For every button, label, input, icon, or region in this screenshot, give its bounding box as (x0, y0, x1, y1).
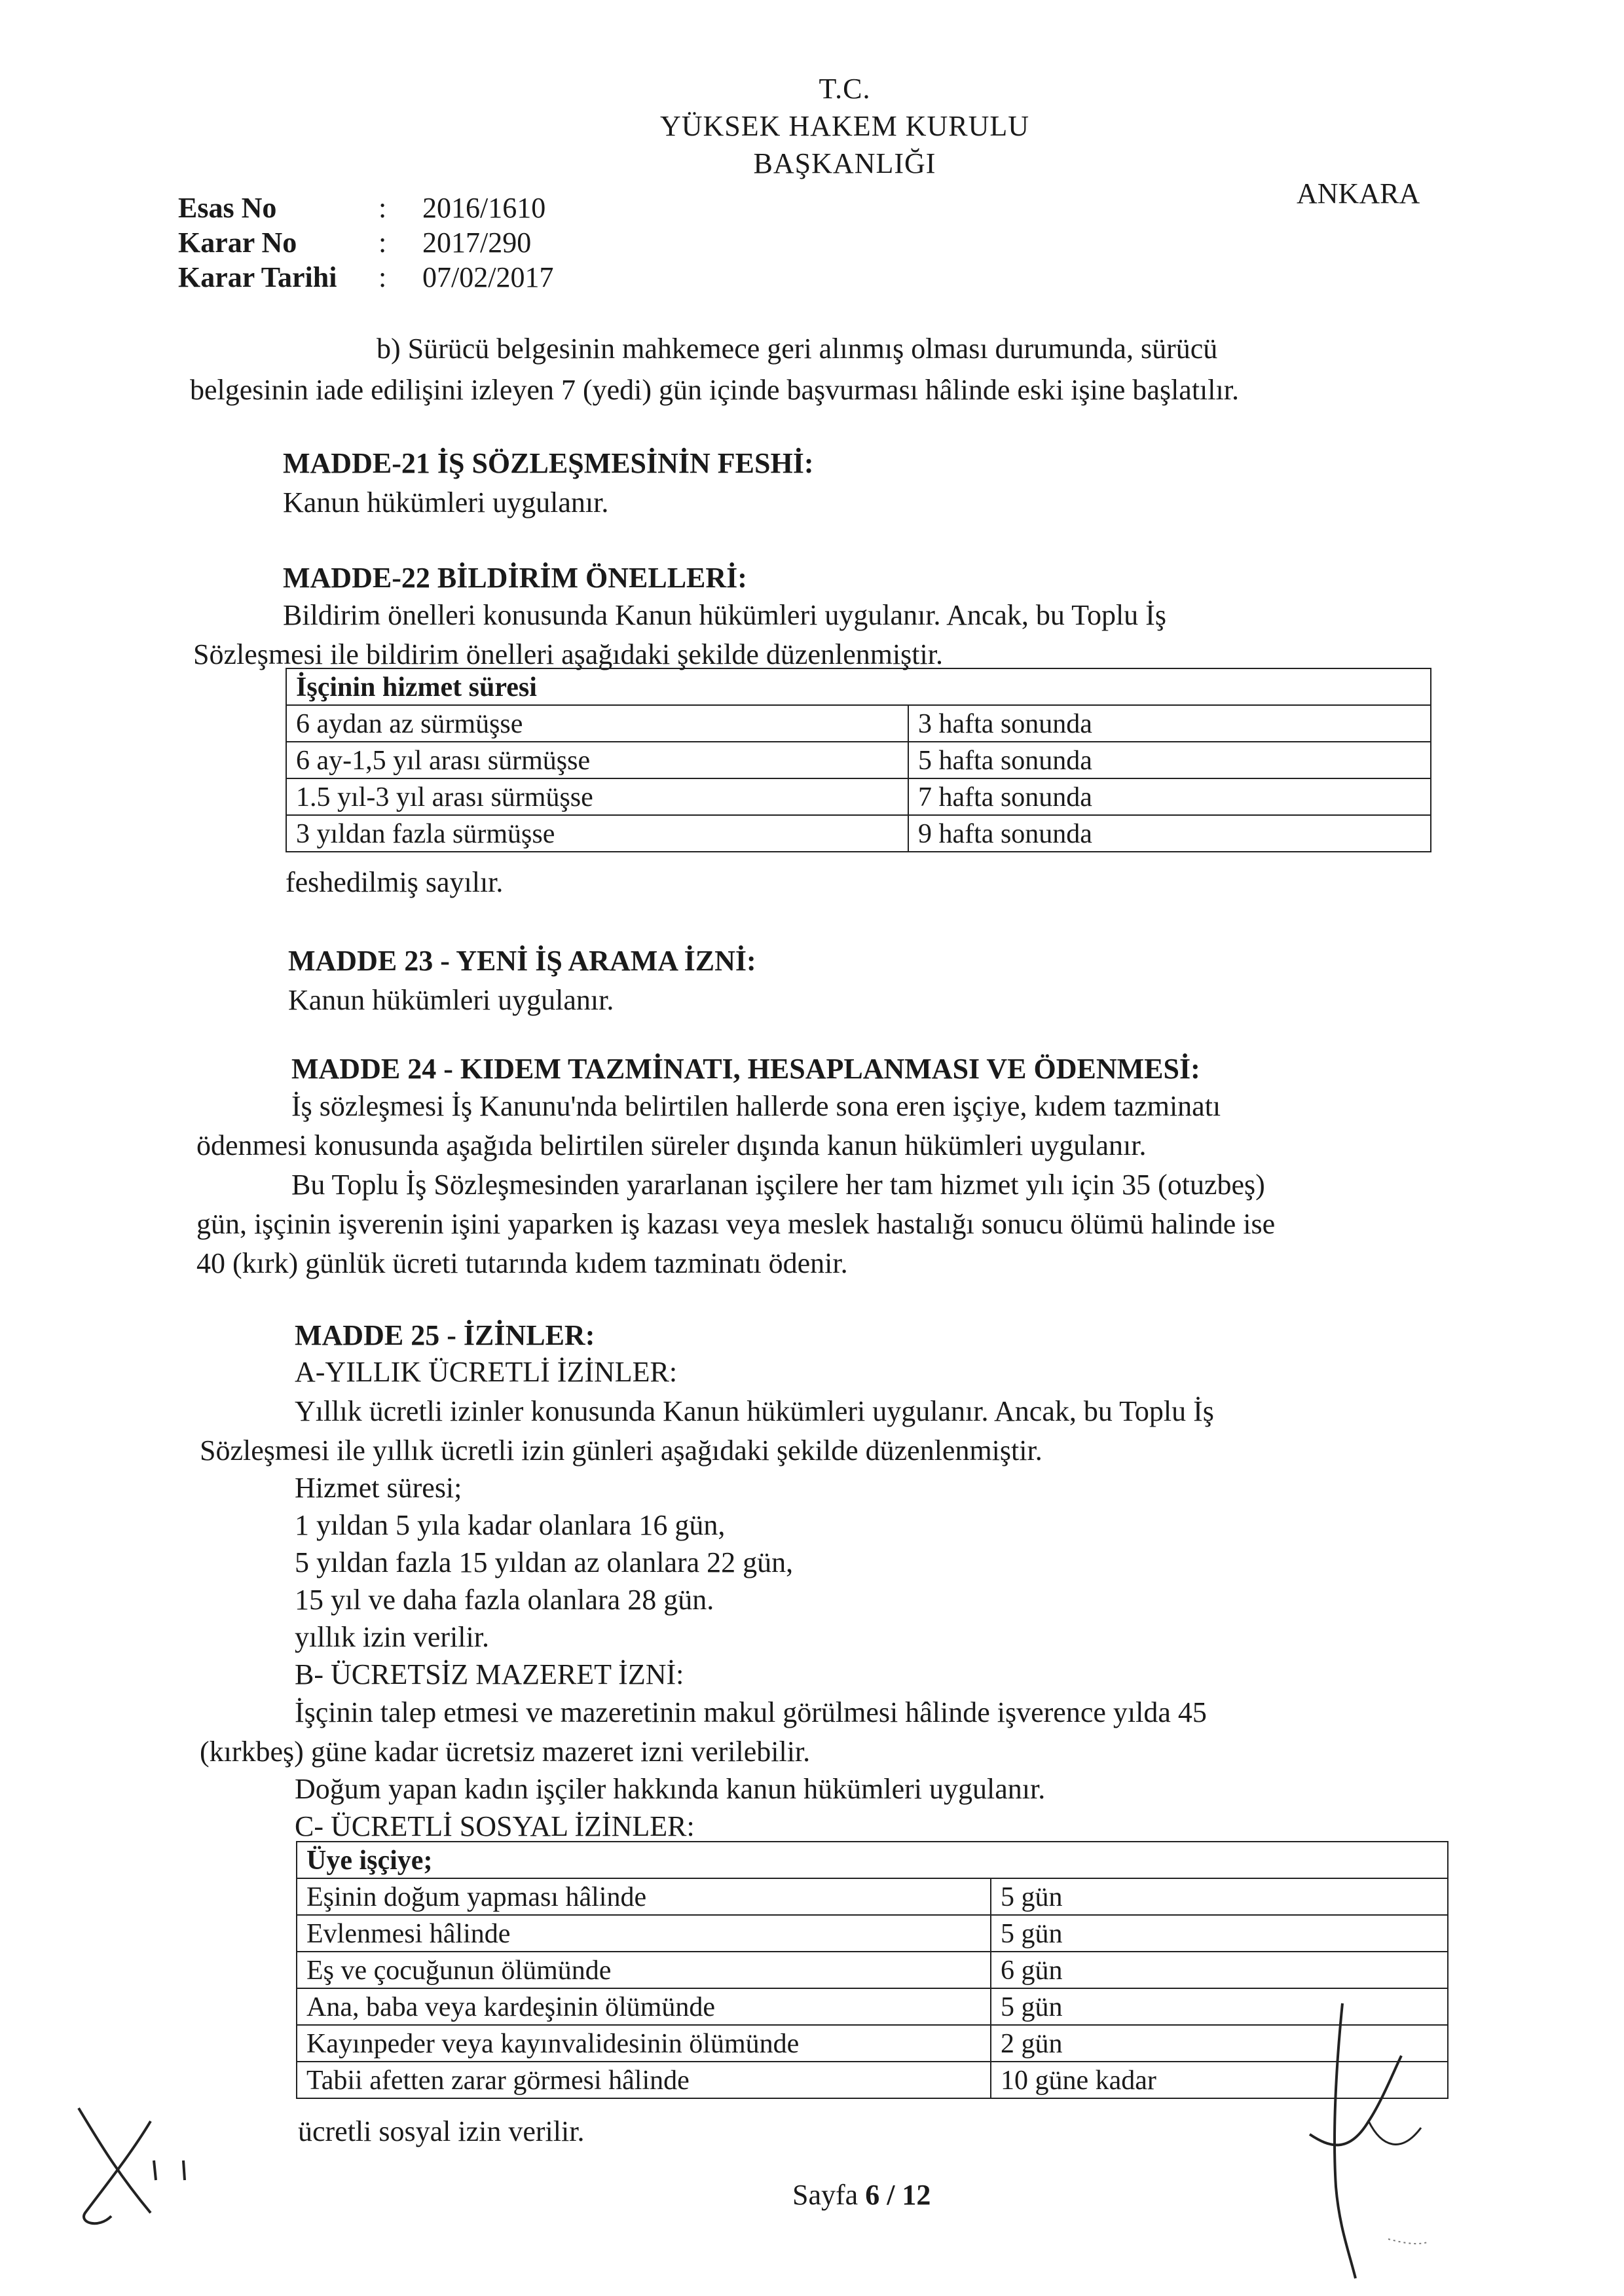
table-row (286, 742, 1431, 778)
section-a-item: 15 yıl ve daha fazla olanlara 28 gün. (295, 1584, 714, 1616)
table-header-cell: İşçinin hizmet süresi (286, 668, 1431, 705)
section-b-line-2: (kırkbeş) güne kadar ücretsiz mazeret izni verilebilir. (200, 1736, 811, 1768)
meta-date-sep: : (378, 261, 387, 293)
madde-25-heading: MADDE 25 - İZİNLER: (295, 1319, 595, 1351)
event-cell: Eşinin doğum yapması hâlinde (297, 1878, 991, 1915)
madde-23-heading: MADDE 23 - YENİ İŞ ARAMA İZNİ: (288, 945, 756, 977)
meta-esas-label: Esas No (178, 192, 277, 224)
period-cell: 6 aydan az sürmüşse (286, 705, 908, 742)
madde-22-heading: MADDE-22 BİLDİRİM ÖNELLERİ: (283, 562, 747, 594)
table-header-cell: Üye işçiye; (297, 1842, 1448, 1878)
madde-22-line-2: Sözleşmesi ile bildirim önelleri aşağıdaki şekilde düzenlenmiştir. (193, 638, 943, 670)
meta-karar-value: 2017/290 (422, 227, 532, 259)
days-cell: 5 gün (991, 1878, 1448, 1915)
period-cell: 1.5 yıl-3 yıl arası sürmüşse (286, 778, 908, 815)
table-row (297, 1878, 1448, 1915)
notice-cell: 7 hafta sonunda (908, 778, 1431, 815)
section-b-line-1: İşçinin talep etmesi ve mazeretinin makul görülmesi hâlinde işverence yılda 45 (295, 1696, 1207, 1728)
intro-line-1: b) Sürücü belgesinin mahkemece geri alınmış olması durumunda, sürücü (377, 333, 1218, 365)
period-cell: 6 ay-1,5 yıl arası sürmüşse (286, 742, 908, 778)
event-cell: Tabii afetten zarar görmesi hâlinde (297, 2062, 991, 2098)
section-a-line-1: Yıllık ücretli izinler konusunda Kanun hükümleri uygulanır. Ancak, bu Toplu İş (295, 1395, 1214, 1427)
event-cell: Evlenmesi hâlinde (297, 1915, 991, 1952)
page-number-prefix: Sayfa (792, 2179, 858, 2211)
meta-date-value: 07/02/2017 (422, 261, 554, 293)
page-number-sep: / (887, 2179, 895, 2211)
meta-esas-value: 2016/1610 (422, 192, 546, 224)
header-presidency: BAŞKANLIĞI (753, 147, 936, 179)
section-b-line-3: Doğum yapan kadın işçiler hakkında kanun hükümleri uygulanır. (295, 1773, 1046, 1805)
days-cell: 5 gün (991, 1988, 1448, 2025)
table-row (297, 1952, 1448, 1988)
meta-karar-sep: : (378, 227, 387, 259)
madde-24-p2-line-3: 40 (kırk) günlük ücreti tutarında kıdem tazminatı ödenir. (196, 1247, 848, 1279)
table-row (286, 705, 1431, 742)
period-cell: 3 yıldan fazla sürmüşse (286, 815, 908, 852)
page-number (792, 2177, 931, 2213)
days-cell: 6 gün (991, 1952, 1448, 1988)
handwritten-signature-right (1270, 1990, 1480, 2291)
table-header-row (297, 1842, 1448, 1878)
section-a-title: A-YILLIK ÜCRETLİ İZİNLER: (295, 1356, 678, 1388)
madde-22-after: feshedilmiş sayılır. (286, 866, 504, 898)
meta-karar-label: Karar No (178, 227, 297, 259)
notice-cell: 3 hafta sonunda (908, 705, 1431, 742)
madde-24-p1-line-2: ödenmesi konusunda aşağıda belirtilen süreler dışında kanun hükümleri uygulanır. (196, 1129, 1147, 1161)
event-cell: Kayınpeder veya kayınvalidesinin ölümünde (297, 2025, 991, 2062)
intro-line-2: belgesinin iade edilişini izleyen 7 (yedi) gün içinde başvurması hâlinde eski işine başlatılır. (190, 374, 1239, 406)
days-cell: 2 gün (991, 2025, 1448, 2062)
event-cell: Ana, baba veya kardeşinin ölümünde (297, 1988, 991, 2025)
page-number-total: 12 (902, 2179, 931, 2211)
header-city: ANKARA (1297, 177, 1420, 210)
madde-21-heading: MADDE-21 İŞ SÖZLEŞMESİNİN FESHİ: (283, 447, 814, 479)
days-cell: 5 gün (991, 1915, 1448, 1952)
table-row (297, 1915, 1448, 1952)
table-header-row (286, 668, 1431, 705)
notice-cell: 9 hafta sonunda (908, 815, 1431, 852)
section-a-end: yıllık izin verilir. (295, 1621, 489, 1653)
madde-24-p1-line-1: İş sözleşmesi İş Kanunu'nda belirtilen hallerde sona eren işçiye, kıdem tazminatı (291, 1090, 1221, 1122)
madde-21-text: Kanun hükümleri uygulanır. (283, 486, 609, 519)
section-a-item: 1 yıldan 5 yıla kadar olanlara 16 gün, (295, 1509, 726, 1541)
handwritten-initials-left (39, 2082, 210, 2252)
event-cell: Eş ve çocuğunun ölümünde (297, 1952, 991, 1988)
page-number-current: 6 (865, 2179, 880, 2211)
header-institution: YÜKSEK HAKEM KURULU (659, 110, 1030, 142)
meta-date-label: Karar Tarihi (178, 261, 337, 293)
header-tc: T.C. (819, 73, 871, 105)
section-a-service: Hizmet süresi; (295, 1472, 462, 1504)
madde-24-p2-line-1: Bu Toplu İş Sözleşmesinden yararlanan işçilere her tam hizmet yılı için 35 (otuzbeş) (291, 1169, 1265, 1201)
notice-cell: 5 hafta sonunda (908, 742, 1431, 778)
section-a-item: 5 yıldan fazla 15 yıldan az olanlara 22 gün, (295, 1546, 794, 1578)
table-row (286, 815, 1431, 852)
madde-24-p2-line-2: gün, işçinin işverenin işini yaparken iş kazası veya meslek hastalığı sonucu ölümü halinde ise (196, 1208, 1276, 1240)
table-row (286, 778, 1431, 815)
section-c-title: C- ÜCRETLİ SOSYAL İZİNLER: (295, 1810, 695, 1842)
days-cell: 10 güne kadar (991, 2062, 1448, 2098)
madde-22-line-1: Bildirim önelleri konusunda Kanun hükümleri uygulanır. Ancak, bu Toplu İş (283, 599, 1166, 631)
meta-esas-sep: : (378, 192, 387, 224)
section-b-title: B- ÜCRETSİZ MAZERET İZNİ: (295, 1658, 684, 1690)
madde-24-heading: MADDE 24 - KIDEM TAZMİNATI, HESAPLANMASI VE ÖDENMESİ: (291, 1053, 1200, 1085)
section-a-line-2: Sözleşmesi ile yıllık ücretli izin günleri aşağıdaki şekilde düzenlenmiştir. (200, 1434, 1043, 1467)
notice-period-table (286, 668, 1431, 852)
madde-23-text: Kanun hükümleri uygulanır. (288, 984, 614, 1016)
section-c-end: ücretli sosyal izin verilir. (298, 2115, 585, 2147)
